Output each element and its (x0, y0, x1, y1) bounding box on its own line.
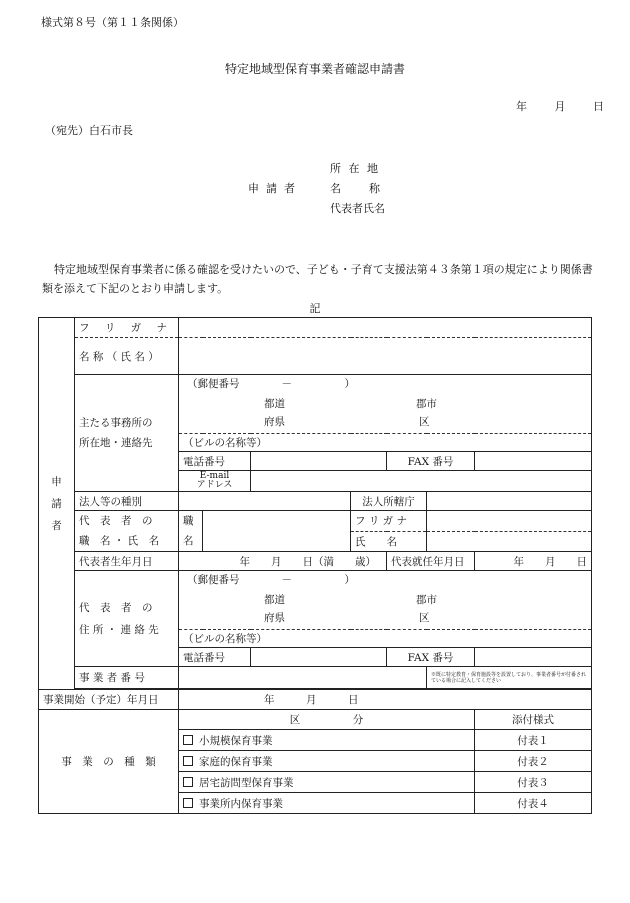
label-rep-birth: 代表者生年月日 (75, 552, 179, 571)
building-field[interactable]: （ビルの名称等） (179, 434, 592, 452)
phone-field[interactable] (251, 452, 387, 471)
business-option-1[interactable]: 小規模保育事業 (179, 730, 475, 751)
operator-no-field[interactable] (179, 667, 427, 689)
todo-label: 都道 (264, 398, 285, 410)
fuken-label: 府県 (264, 416, 285, 428)
rep-gunshi-label: 郡市 (416, 594, 437, 606)
checkbox-icon[interactable] (183, 756, 193, 766)
attachment-form-1: 付表１ (475, 730, 592, 751)
rep-fax-field[interactable] (475, 648, 592, 667)
rep-building-field[interactable]: （ビルの名称等） (179, 630, 592, 648)
postal-label: （郵便番号 － ） (187, 378, 355, 390)
label-email: E-mail アドレス (179, 471, 251, 492)
label-corp-office: 法人所轄庁 (351, 492, 427, 511)
attachment-form-4: 付表４ (475, 793, 592, 814)
label-category: 区 分 (179, 710, 475, 730)
ki-heading: 記 (309, 302, 321, 315)
date-year: 年 (516, 100, 527, 113)
applicant-label: 申請者 (248, 182, 302, 195)
applicant-name: 名 称 (330, 182, 382, 195)
ku-label: 区 (419, 416, 430, 428)
rep-appointed-field[interactable]: 年 月 日 (475, 552, 592, 571)
form-number: 様式第８号（第１１条関係） (41, 16, 184, 29)
business-option-2[interactable]: 家庭的保育事業 (179, 751, 475, 772)
attachment-form-2: 付表２ (475, 751, 592, 772)
attachment-form-3: 付表３ (475, 772, 592, 793)
rep-phone-field[interactable] (251, 648, 387, 667)
label-phone: 電話番号 (179, 452, 251, 471)
gunshi-label: 郡市 (416, 398, 437, 410)
label-corp-type: 法人等の種別 (75, 492, 179, 511)
label-rep-appointed: 代表就任年月日 (387, 552, 475, 571)
label-office: 主たる事務所の 所在地・連絡先 (75, 375, 179, 492)
checkbox-icon[interactable] (183, 777, 193, 787)
rep-todo-label: 都道 (264, 594, 285, 606)
rep-address-field[interactable] (179, 571, 592, 630)
start-date-field[interactable]: 年 月 日 (179, 690, 592, 710)
label-name: 名 称 （ 氏 名 ） (75, 338, 179, 375)
checkbox-icon[interactable] (183, 735, 193, 745)
operator-note: ※既に特定教育・保育施設等を設置しており、事業者番号が付番されている場合に記入してください (427, 667, 592, 689)
label-rep-title-name: 代 表 者 の 職 名 ・ 氏 名 (75, 511, 179, 552)
label-attachment: 添付様式 (475, 710, 592, 730)
rep-fuken-label: 府県 (264, 612, 285, 624)
rep-ku-label: 区 (419, 612, 430, 624)
label-fax: FAX 番号 (387, 452, 475, 471)
label-operator-no: 事 業 者 番 号 (75, 667, 179, 689)
application-table (38, 317, 592, 814)
name-field[interactable] (179, 338, 592, 375)
email-field[interactable] (251, 471, 592, 492)
applicant-location: 所 在 地 (330, 162, 380, 175)
label-furigana2: フ リ ガ ナ (351, 511, 427, 532)
label-shoku: 職 名 (179, 511, 203, 552)
checkbox-icon[interactable] (183, 798, 193, 808)
intro-text: 特定地域型保育事業者に係る確認を受けたいので、子ども・子育て支援法第４３条第１項の規定により関係書類を添えて下記のとおり申請します。 (42, 263, 593, 295)
label-rep-phone: 電話番号 (179, 648, 251, 667)
addressee: （宛先）白石市長 (45, 124, 133, 137)
business-option-3[interactable]: 居宅訪問型保育事業 (179, 772, 475, 793)
label-start-date: 事業開始（予定）年月日 (39, 690, 179, 710)
rep-name-field[interactable] (427, 531, 592, 552)
applicant-representative: 代表者氏名 (330, 202, 385, 215)
rep-title-field[interactable] (203, 511, 351, 552)
business-option-4[interactable]: 事業所内保育事業 (179, 793, 475, 814)
fax-field[interactable] (475, 452, 592, 471)
rep-postal-label: （郵便番号 － ） (187, 574, 355, 586)
furigana-field[interactable] (179, 318, 592, 338)
applicant-side-label: 申 請 者 (39, 318, 75, 690)
date-day: 日 (593, 100, 604, 113)
corp-type-field[interactable] (179, 492, 351, 511)
label-rep-address: 代 表 者 の 住 所 ・ 連 絡 先 (75, 571, 179, 667)
corp-office-field[interactable] (427, 492, 592, 511)
date-line (498, 98, 604, 114)
rep-birth-field[interactable]: 年 月 日（満 歳） (179, 552, 387, 571)
label-shimei: 氏 名 (351, 531, 427, 552)
label-furigana: フ リ ガ ナ (75, 318, 179, 338)
label-business-type: 事 業 の 種 類 (39, 710, 179, 814)
label-rep-fax: FAX 番号 (387, 648, 475, 667)
document-title: 特定地域型保育事業者確認申請書 (224, 62, 405, 76)
office-address-field[interactable] (179, 375, 592, 434)
rep-furigana-field[interactable] (427, 511, 592, 532)
date-month: 月 (554, 100, 566, 113)
